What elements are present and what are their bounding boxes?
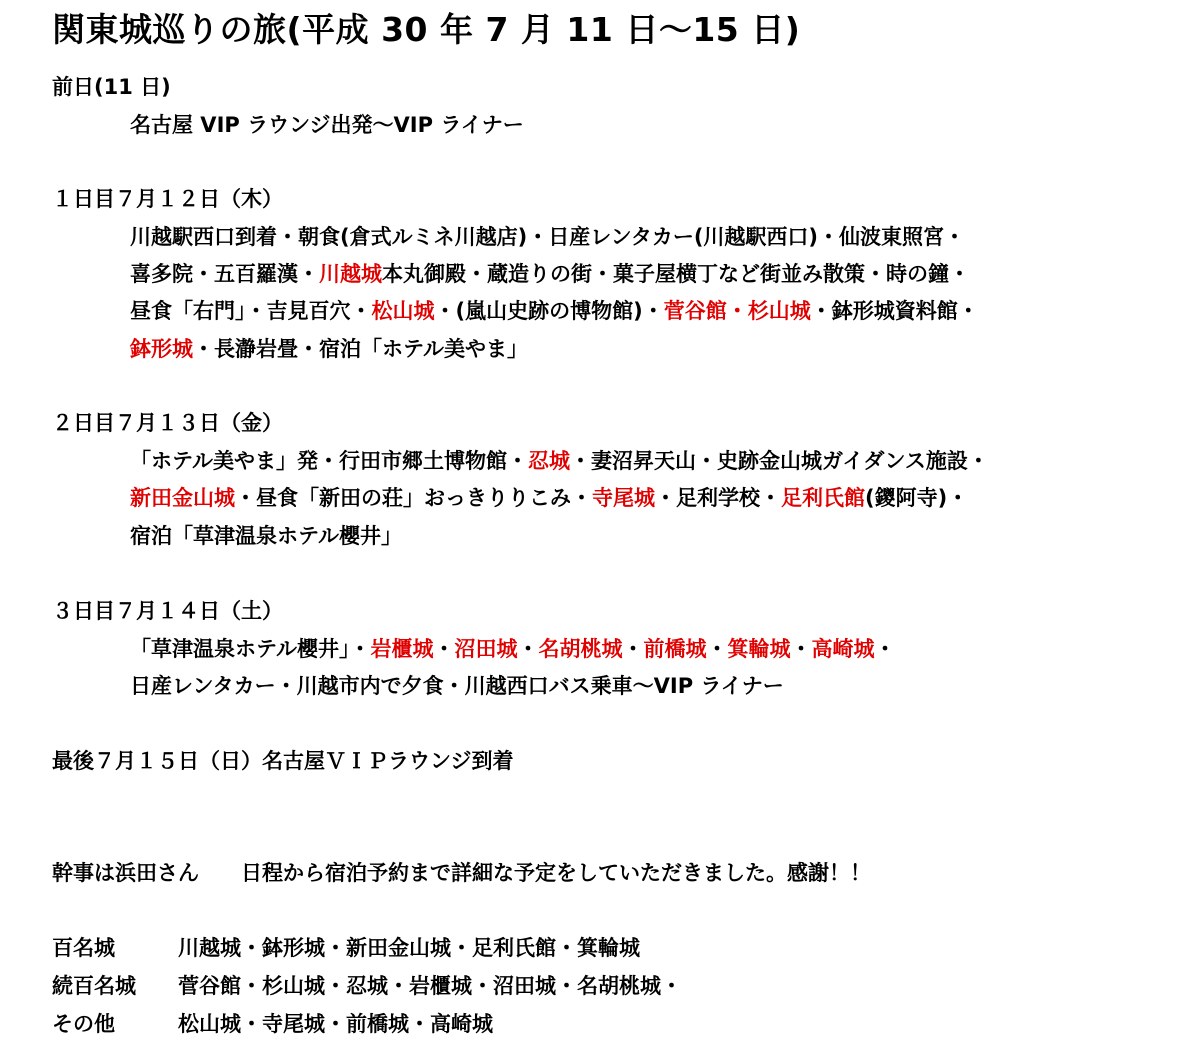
castle-name-highlight: 名胡桃城 bbox=[538, 637, 623, 661]
castle-name-highlight: 鉢形城 bbox=[130, 337, 193, 361]
text-segment: 本丸御殿・蔵造りの街・菓子屋横丁など街並み散策・時の鐘・ bbox=[382, 262, 970, 286]
text-segment: ・(嵐山史跡の博物館)・ bbox=[434, 299, 664, 323]
text-segment: ２日目７月１３日（金） bbox=[52, 411, 283, 435]
text-line bbox=[130, 521, 402, 551]
text-line bbox=[52, 746, 513, 776]
text-segment: 菅谷館・杉山城・忍城・岩櫃城・沼田城・名胡桃城・ bbox=[178, 974, 682, 998]
text-segment: 「草津温泉ホテル櫻井」・ bbox=[130, 637, 371, 661]
text-line bbox=[52, 596, 283, 626]
text-line bbox=[130, 483, 968, 513]
text-line bbox=[130, 446, 989, 476]
castle-name-highlight: 新田金山城 bbox=[130, 486, 235, 510]
text-segment: 幹事は浜田さん 日程から宿泊予約まで詳細な予定をしていただきました。感謝！！ bbox=[52, 861, 871, 885]
text-segment: 最後７月１５日（日）名古屋ＶＩＰラウンジ到着 bbox=[52, 749, 514, 773]
castle-name-highlight: 川越城 bbox=[319, 262, 382, 286]
text-line bbox=[52, 1009, 493, 1039]
castle-list-label: その他 bbox=[52, 1012, 115, 1036]
text-segment: ・足利学校・ bbox=[655, 486, 781, 510]
text-segment: ・ bbox=[433, 637, 455, 661]
text-line bbox=[130, 634, 895, 664]
castle-name-highlight: 箕輪城 bbox=[727, 637, 791, 661]
castle-name-highlight: 沼田城 bbox=[454, 637, 518, 661]
text-line bbox=[130, 222, 965, 252]
text-segment: 川越駅西口到着・朝食(倉式ルミネ川越店)・日産レンタカー(川越駅西口)・仙波東照宮・ bbox=[130, 225, 966, 249]
text-line bbox=[52, 408, 283, 438]
text-line bbox=[130, 671, 784, 701]
castle-name-highlight: 松山城 bbox=[371, 299, 435, 323]
castle-name-highlight: 高崎城 bbox=[811, 637, 875, 661]
text-segment: ・ bbox=[790, 637, 812, 661]
text-segment: 宿泊「草津温泉ホテル櫻井」 bbox=[130, 524, 402, 548]
text-line bbox=[52, 72, 171, 102]
text-line bbox=[52, 858, 871, 888]
text-line bbox=[130, 334, 528, 364]
castle-name-highlight: 岩櫃城 bbox=[370, 637, 434, 661]
castle-list-label: 続百名城 bbox=[52, 974, 136, 998]
text-segment: ・ bbox=[517, 637, 539, 661]
text-segment: ・妻沼昇天山・史跡金山城ガイダンス施設・ bbox=[569, 449, 989, 473]
text-line bbox=[130, 110, 524, 140]
text-segment: 日産レンタカー・川越市内で夕食・川越西口バス乗車～VIP ライナー bbox=[130, 674, 784, 698]
castle-list-label: 百名城 bbox=[52, 936, 115, 960]
text-segment: 松山城・寺尾城・前橋城・高崎城 bbox=[178, 1012, 493, 1036]
castle-name-highlight: 足利氏館 bbox=[781, 486, 865, 510]
text-segment: ３日目７月１４日（土） bbox=[52, 599, 283, 623]
text-segment: 喜多院・五百羅漢・ bbox=[130, 262, 319, 286]
castle-name-highlight: 菅谷館・杉山城 bbox=[663, 299, 811, 323]
text-line bbox=[130, 296, 979, 326]
document-title: 関東城巡りの旅(平成 30 年 7 月 11 日～15 日) bbox=[52, 10, 801, 49]
text-segment: ・ bbox=[706, 637, 728, 661]
text-line bbox=[52, 933, 640, 963]
castle-name-highlight: 前橋城 bbox=[643, 637, 707, 661]
text-segment: 昼食「右門」・吉見百穴・ bbox=[130, 299, 372, 323]
text-segment: ・鉢形城資料館・ bbox=[810, 299, 979, 323]
text-line bbox=[52, 971, 682, 1001]
text-segment: (鑁阿寺)・ bbox=[865, 486, 969, 510]
text-line bbox=[130, 259, 970, 289]
text-segment: ・ bbox=[874, 637, 896, 661]
castle-name-highlight: 忍城 bbox=[527, 449, 570, 473]
text-segment: １日目７月１２日（木） bbox=[52, 187, 283, 211]
castle-name-highlight: 寺尾城 bbox=[592, 486, 655, 510]
text-segment: 「ホテル美やま」発・行田市郷土博物館・ bbox=[130, 449, 528, 473]
text-line bbox=[52, 184, 283, 214]
text-segment: ・昼食「新田の荘」おっきりりこみ・ bbox=[235, 486, 592, 510]
text-segment: ・ bbox=[622, 637, 644, 661]
text-segment: 名古屋 VIP ラウンジ出発～VIP ライナー bbox=[130, 113, 524, 137]
text-segment: ・長瀞岩畳・宿泊「ホテル美やま」 bbox=[193, 337, 528, 361]
text-segment: 前日(11 日) bbox=[52, 75, 171, 99]
text-segment: 川越城・鉢形城・新田金山城・足利氏館・箕輪城 bbox=[178, 936, 640, 960]
